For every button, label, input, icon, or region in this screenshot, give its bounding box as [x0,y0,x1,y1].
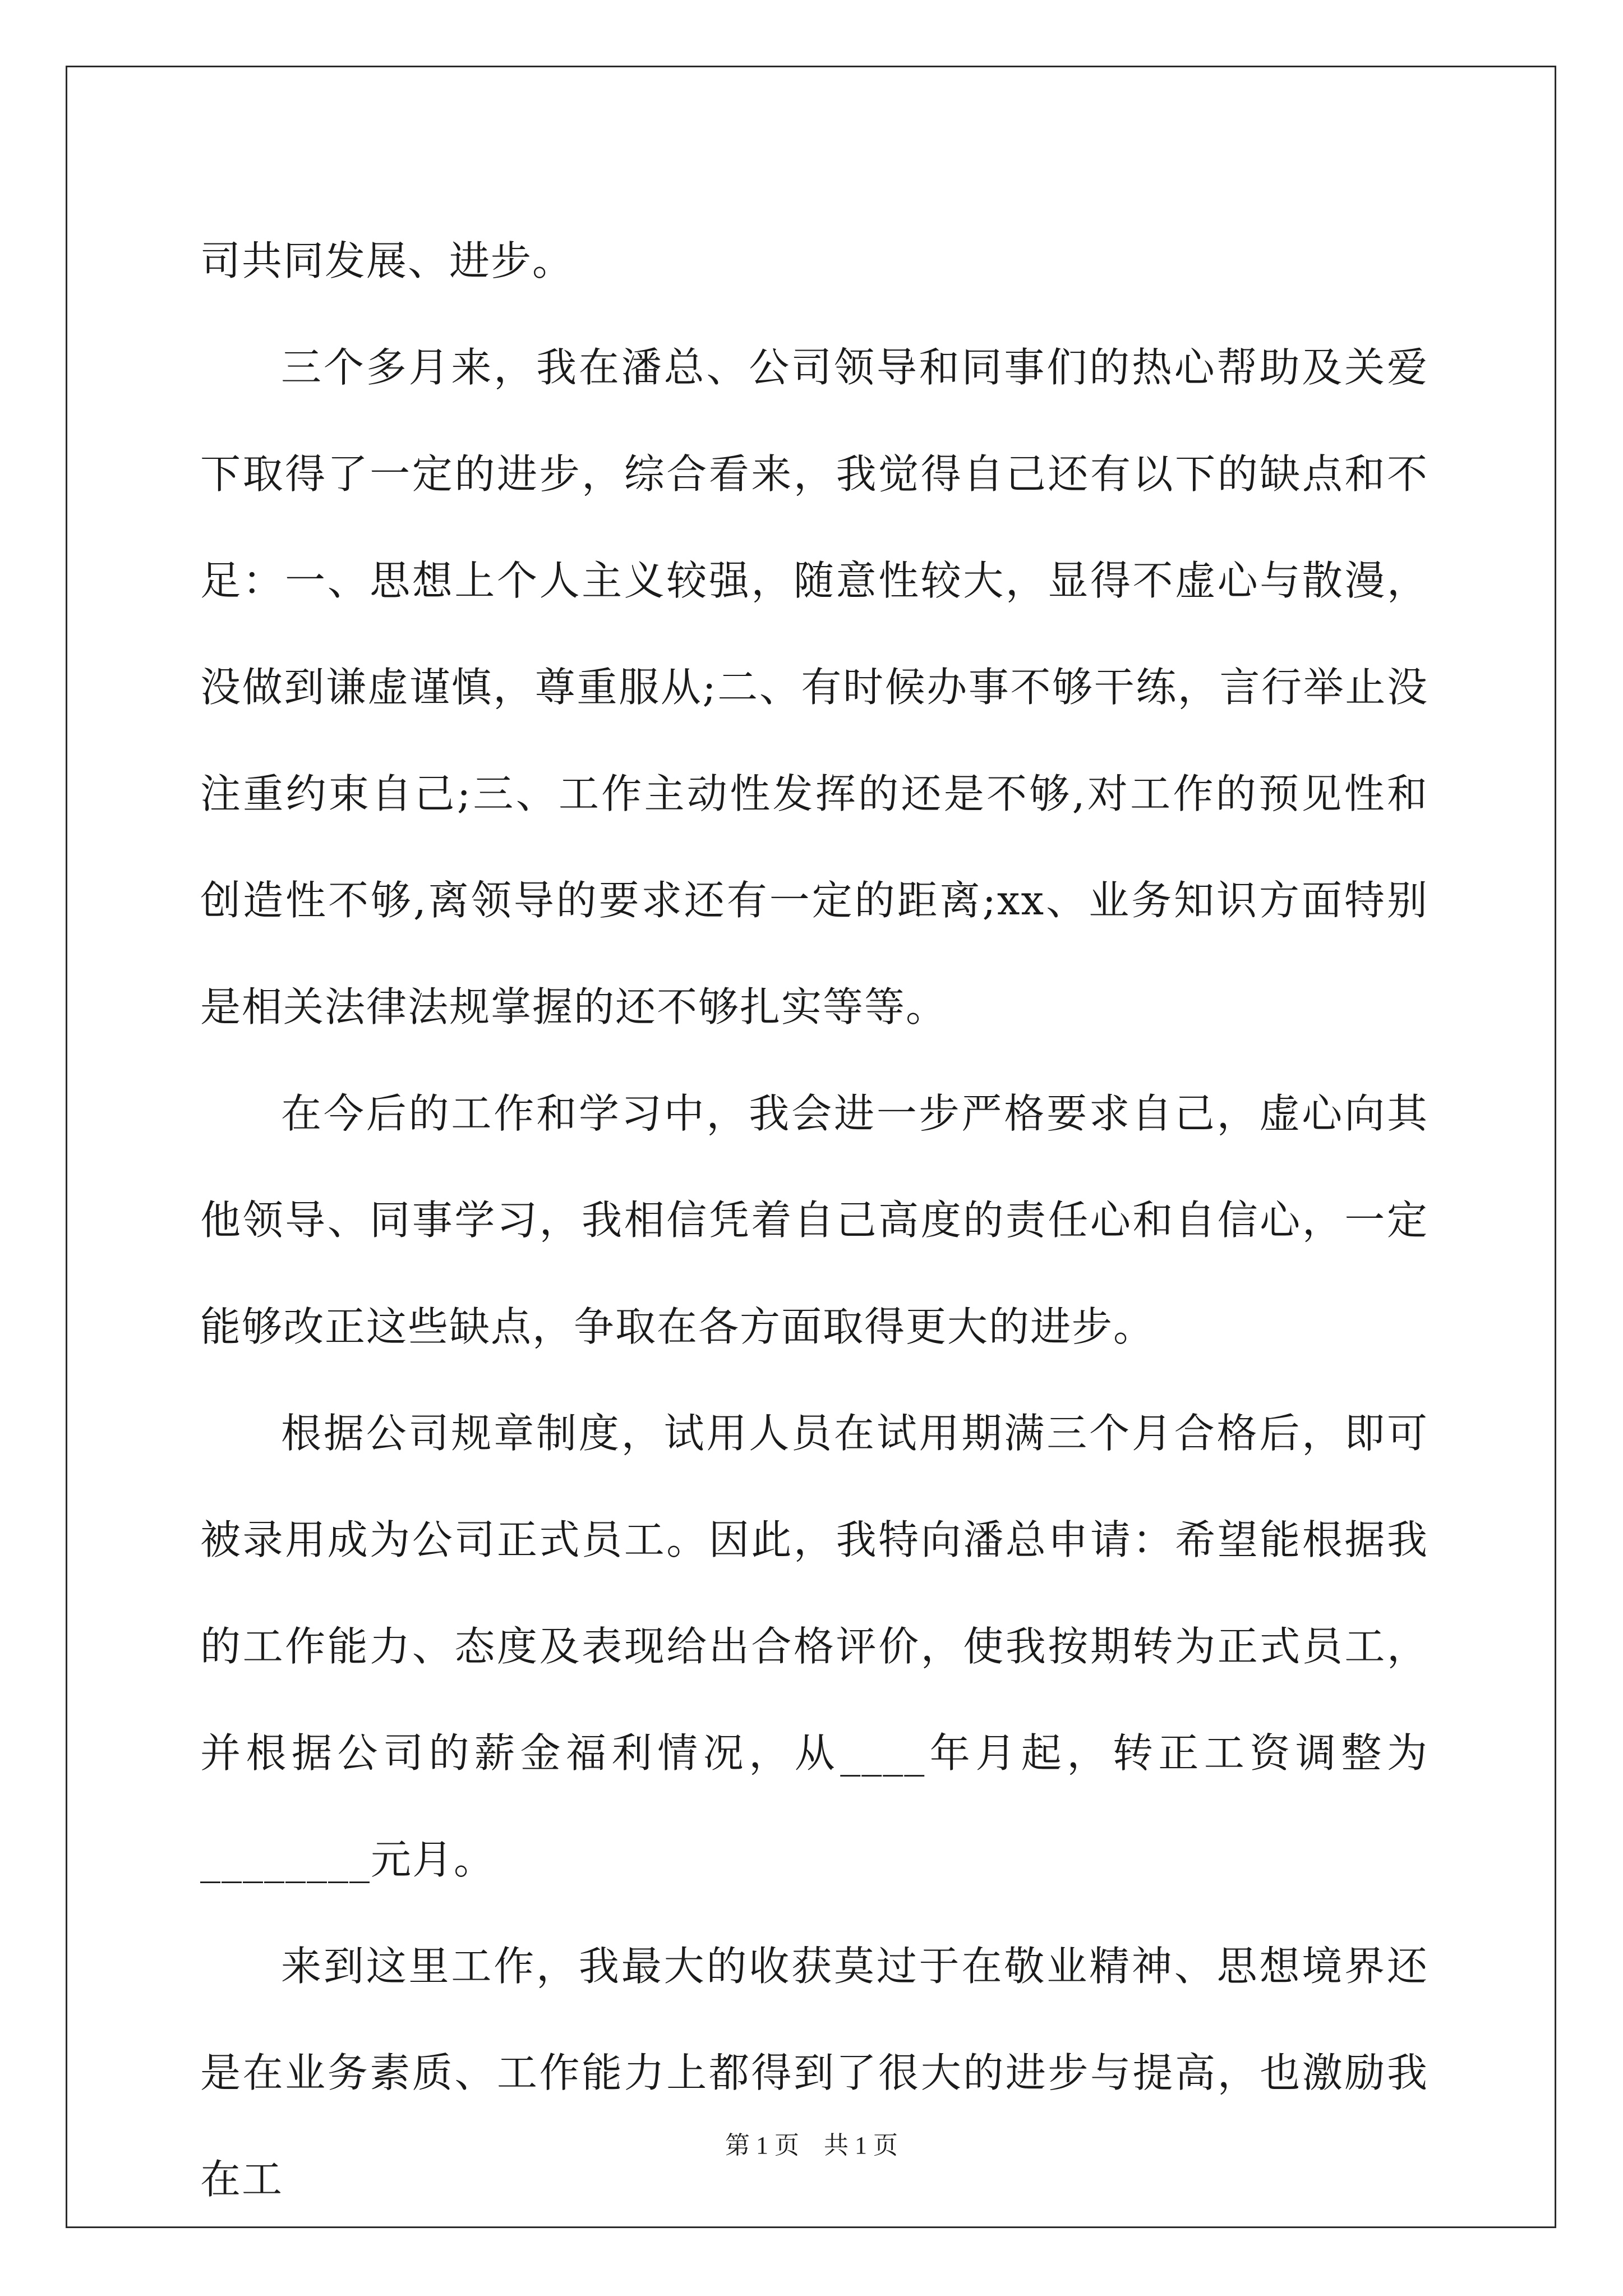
paragraph-4: 根据公司规章制度，试用人员在试用期满三个月合格后，即可被录用成为公司正式员工。因此，我特向潘总申请：希望能根据我的工作能力、态度及表现给出合格评价，使我按期转为正式员工，并根据公司的薪金福利情况，从____年月起，转正工资调整为________元月。 [200,1410,1428,1883]
paragraph-2: 三个多月来，我在潘总、公司领导和同事们的热心帮助及关爱下取得了一定的进步，综合看来，我觉得自己还有以下的缺点和不足：一、思想上个人主义较强，随意性较大，显得不虚心与散漫，没做到谦虚谨慎，尊重服从;二、有时候办事不够干练，言行举止没注重约束自己;三、工作主动性发挥的还是不够,对工作的预见性和创造性不够,离领导的要求还有一定的距离;xx、业务知识方面特别是相关法律法规掌握的还不够扎实等等。 [200,344,1428,1030]
paragraph-1: 司共同发展、进步。 [200,237,574,284]
document-body [200,208,1428,2233]
paragraph-3: 在今后的工作和学习中，我会进一步严格要求自己，虚心向其他领导、同事学习，我相信凭着自己高度的责任心和自信心，一定能够改正这些缺点，争取在各方面取得更大的进步。 [200,1090,1428,1350]
paragraph-5: 来到这里工作，我最大的收获莫过于在敬业精神、思想境界还是在业务素质、工作能力上都得到了很大的进步与提高，也激励我在工 [200,1943,1428,2203]
page-number-footer: 第 1 页 共 1 页 [725,2132,898,2159]
